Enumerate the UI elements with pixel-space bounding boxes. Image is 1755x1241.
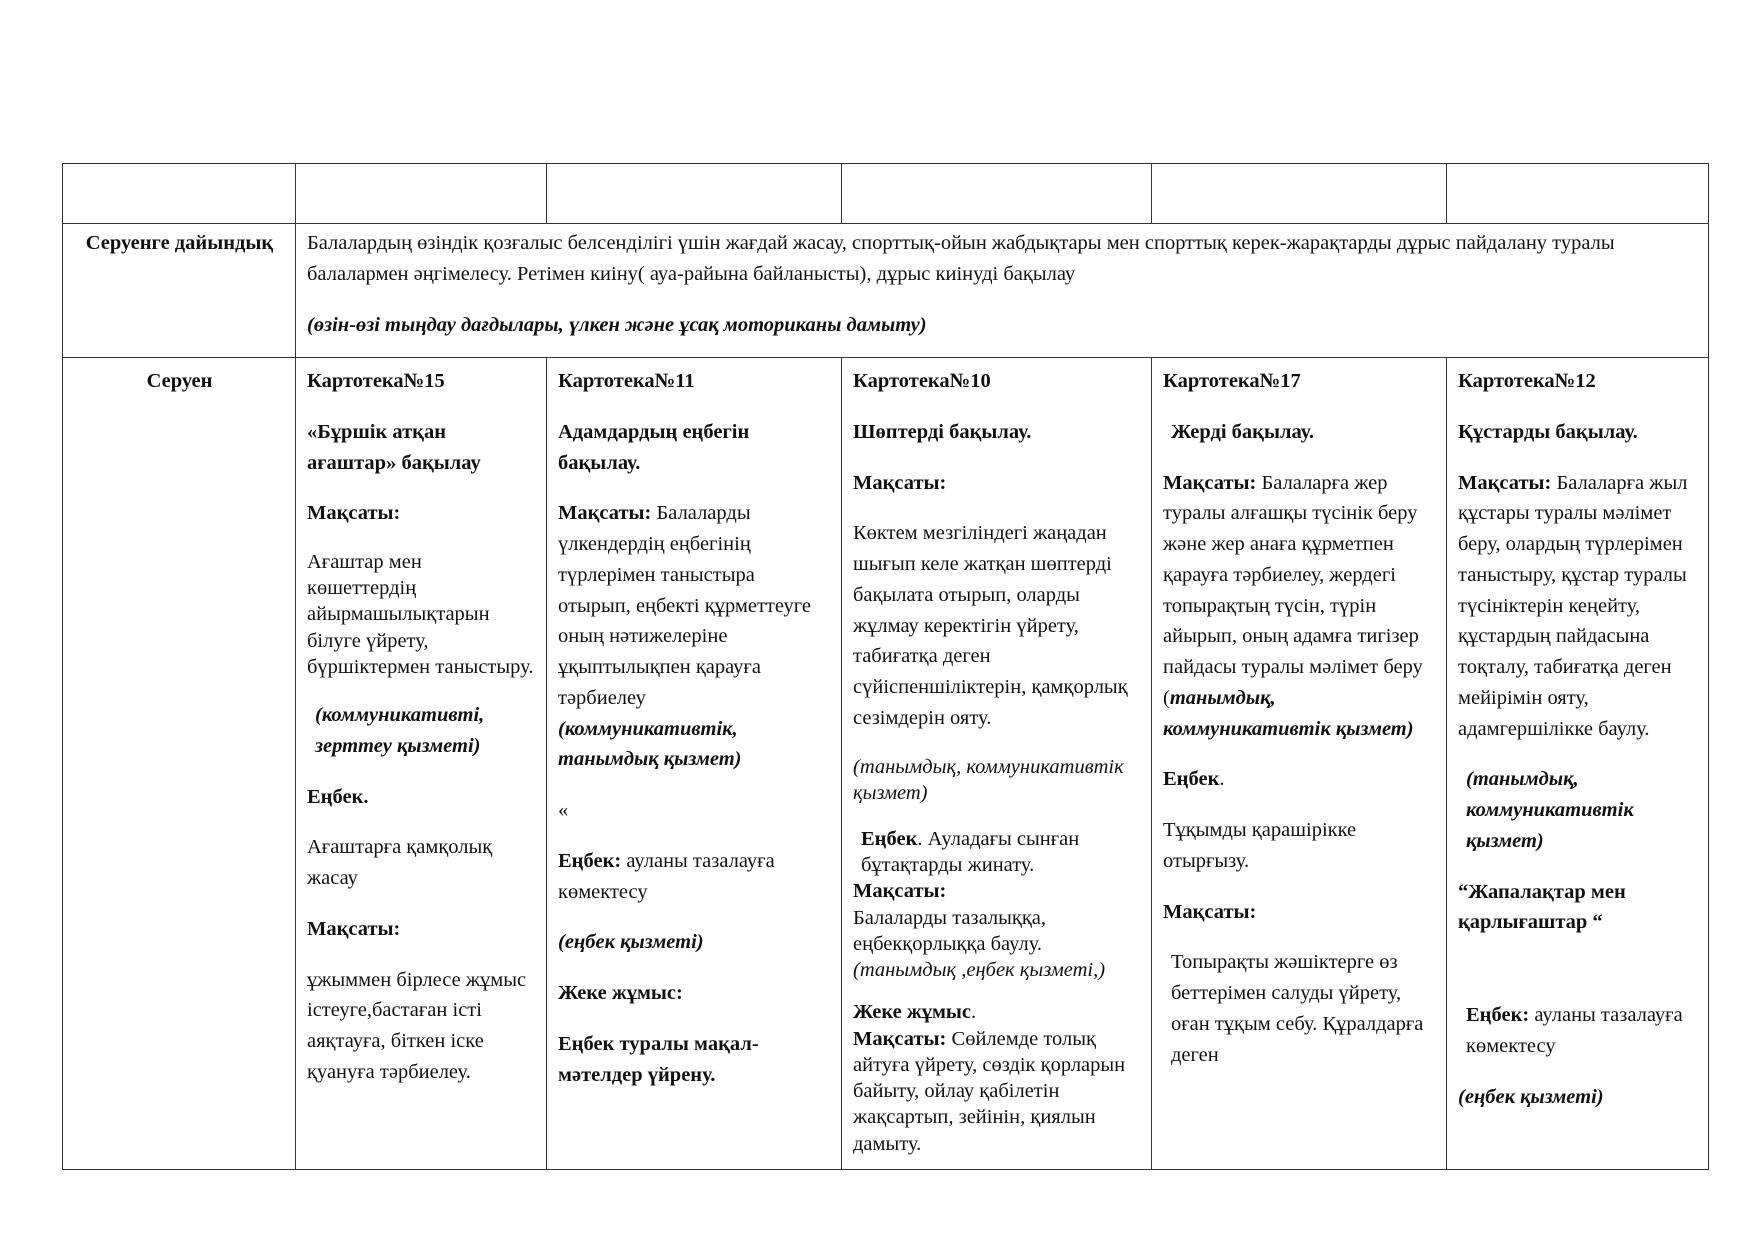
empty-header-row bbox=[63, 164, 1709, 224]
activity-note: (коммуникативті, зерттеу қызметі) bbox=[315, 704, 485, 757]
goal-paragraph bbox=[558, 498, 831, 713]
activity-note: танымдық, коммуникативтік қызмет) bbox=[1163, 686, 1414, 740]
work-heading: Еңбек bbox=[861, 827, 918, 850]
goal-text: Сөйлемде толық айтуға үйрету, сөздік қорларын байыту, ойлау қабілетін жақсартып, зейінін, қиялын дамыту. bbox=[853, 1027, 1126, 1155]
goal-heading: Мақсаты: bbox=[1163, 471, 1257, 494]
empty-cell bbox=[1152, 164, 1447, 224]
observation-title: Адамдардың еңбегін бақылау. bbox=[558, 420, 750, 474]
work-text: Ағаштарға қамқолық жасау bbox=[307, 836, 493, 890]
preparation-description: Балалардың өзіндік қозғалыс белсенділігі үшін жағдай жасау, спорттық-ойын жабдықтары мен спорттық керек-жарақтарды дұрыс пайдалану туралы балалармен әңгімелесу. Ретімен киіну( ауа-райына байланысты), дұрыс киінуді бақылау bbox=[307, 232, 1615, 285]
work-paragraph bbox=[558, 846, 831, 908]
goal-heading: Мақсаты: bbox=[307, 917, 401, 940]
observation-title: Жерді бақылау. bbox=[1171, 420, 1314, 443]
goal-paragraph bbox=[853, 1026, 1141, 1157]
goal-text: Ағаштар мен көшеттердің айырмашылықтарын білуге үйрету, бүршіктермен таныстыру. bbox=[307, 551, 534, 678]
individual-work-paragraph bbox=[853, 999, 1141, 1025]
work-text: ауланы тазалауға көмектесу bbox=[1466, 1004, 1683, 1057]
walk-preparation-row bbox=[63, 224, 1709, 358]
walk-column-4 bbox=[1152, 358, 1447, 1170]
walk-column-2 bbox=[547, 358, 842, 1170]
activity-note: (танымдық ,еңбек қызметі,) bbox=[853, 959, 1106, 982]
empty-cell bbox=[1447, 164, 1709, 224]
daily-plan-table bbox=[62, 163, 1709, 1170]
work-paragraph bbox=[853, 826, 1141, 878]
walk-column-1 bbox=[296, 358, 547, 1170]
goal-text: Балаларға жер туралы алғашқы түсінік беру және жер анаға құрметпен қарауға тәрбиелеу, жердегі топырақтың түсін, түрін айырып, оның адамға тигізер пайдасы туралы мәлімет беру ( bbox=[1163, 471, 1423, 709]
quote-mark: « bbox=[558, 799, 569, 821]
goal-text: Балаларды үлкендердің еңбегінің түрлерімен таныстыра отырып, еңбекті құрметтеуге оның нәтижелеріне ұқыптылықпен қарауға тәрбиелеу bbox=[558, 502, 811, 709]
goal-text: Топырақты жәшіктерге өз беттерімен салуды үйрету, оған тұқым себу. Құралдарға деген bbox=[1171, 951, 1424, 1066]
work-note: (еңбек қызметі) bbox=[1458, 1085, 1604, 1108]
goal-text: Көктем мезгіліндегі жаңадан шығып келе жатқан шөптерді бақылата отырып, оларды жұлмау керектігін үйрету, табиғатқа деген сүйіспеншіліктерін, қамқорлық сезімдерін ояту. bbox=[853, 522, 1128, 729]
game-title: “Жапалақтар мен қарлығаштар “ bbox=[1458, 880, 1626, 934]
work-text: Тұқымды қарашірікке отырғызу. bbox=[1163, 819, 1357, 872]
card-number: Картотека№10 bbox=[853, 370, 991, 392]
work-text: . Ауладағы сынған бұтақтарды жинату. bbox=[861, 827, 1080, 877]
empty-cell bbox=[296, 164, 547, 224]
preparation-note: (өзін-өзі тыңдау дағдылары, үлкен және ұсақ моториканы дамыту) bbox=[307, 313, 927, 336]
empty-cell bbox=[63, 164, 296, 224]
row-label: Серуен bbox=[63, 358, 296, 1170]
card-number: Картотека№11 bbox=[558, 370, 695, 392]
individual-work-dot: . bbox=[971, 1001, 977, 1024]
goal-text: Балаларға жыл құстары туралы мәлімет беру, олардың түрлерімен таныстыру, құстар туралы түсініктерін кеңейту, құстардың пайдасына тоқталу, табиғатқа деген мейірімін ояту, адамгершілікке баулу. bbox=[1458, 471, 1688, 740]
observation-title: Құстарды бақылау. bbox=[1458, 420, 1638, 443]
individual-work-heading: Жеке жұмыс bbox=[853, 1001, 972, 1024]
goal-heading: Мақсаты: bbox=[1163, 900, 1257, 923]
goal-text: Балаларды тазалыққа, еңбекқорлыққа баулу. bbox=[853, 906, 1047, 955]
goal-text: ұжыммен бірлесе жұмыс істеуге,бастаған істі аяқтауға, біткен іске қуануға тәрбиелеу. bbox=[307, 968, 527, 1083]
goal-paragraph bbox=[1458, 468, 1698, 745]
goal-heading: Мақсаты: bbox=[1458, 471, 1552, 494]
walk-column-5 bbox=[1447, 358, 1709, 1170]
empty-cell bbox=[842, 164, 1152, 224]
walk-preparation-text bbox=[296, 224, 1709, 358]
observation-title: «Бұршік атқан ағаштар» бақылау bbox=[307, 420, 481, 474]
goal-heading: Мақсаты: bbox=[558, 502, 652, 525]
work-paragraph bbox=[1458, 1000, 1698, 1062]
work-note: (еңбек қызметі) bbox=[558, 931, 704, 954]
activity-note: (танымдық, коммуникативтік қызмет) bbox=[1466, 768, 1634, 852]
work-heading: Еңбек: bbox=[558, 849, 622, 872]
work-heading: Еңбек. bbox=[307, 785, 369, 808]
work-paragraph bbox=[1163, 764, 1436, 795]
activity-note: (коммуникативтік, танымдық қызмет) bbox=[558, 717, 742, 771]
card-number: Картотека№12 bbox=[1458, 370, 1596, 392]
goal-heading: Мақсаты: bbox=[307, 502, 401, 525]
observation-title: Шөптерді бақылау. bbox=[853, 420, 1032, 443]
goal-paragraph bbox=[1163, 468, 1436, 745]
work-heading: Еңбек: bbox=[1466, 1004, 1530, 1026]
walk-row bbox=[63, 358, 1709, 1170]
individual-work-heading: Жеке жұмыс: bbox=[558, 982, 683, 1004]
work-dot: . bbox=[1219, 768, 1225, 791]
goal-heading: Мақсаты: bbox=[853, 880, 947, 903]
activity-note: (танымдық, коммуникативтік қызмет) bbox=[853, 755, 1124, 804]
goal-heading: Мақсаты: bbox=[853, 471, 947, 494]
card-number: Картотека№17 bbox=[1163, 370, 1301, 392]
work-text: ауланы тазалауға көмектесу bbox=[558, 849, 775, 903]
row-label: Серуенге дайындық bbox=[63, 224, 296, 358]
individual-work-text: Еңбек туралы мақал-мәтелдер үйрену. bbox=[558, 1032, 759, 1086]
card-number: Картотека№15 bbox=[307, 370, 445, 392]
goal-heading: Мақсаты: bbox=[853, 1027, 947, 1050]
work-heading: Еңбек bbox=[1163, 768, 1220, 791]
empty-cell bbox=[547, 164, 842, 224]
walk-column-3 bbox=[842, 358, 1152, 1170]
